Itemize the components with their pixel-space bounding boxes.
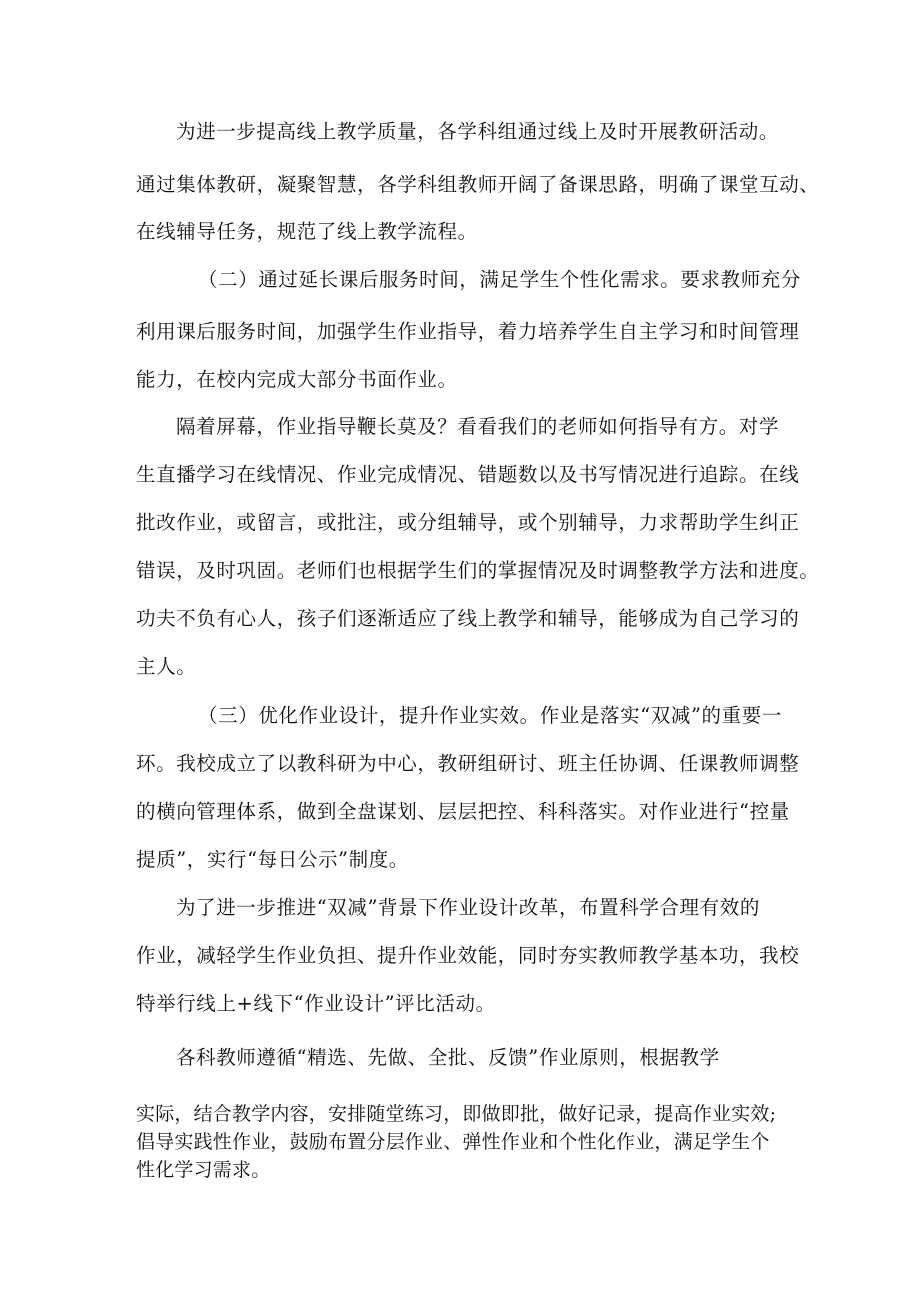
paragraph-2-line-2: 利用课后服务时间，加强学生作业指导，着力培养学生自主学习和时间管理 [136,320,800,343]
paragraph-6-line-1: 各科教师遵循“精选、先做、全批、反馈”作业原则，根据教学 [176,1046,720,1069]
paragraph-5-line-2: 作业，减轻学生作业负担、提升作业效能，同时夯实教师教学基本功，我校 [136,944,800,967]
paragraph-3-line-6: 主人。 [136,655,197,678]
paragraph-5-line-1: 为了进一步推进“双减”背景下作业设计改革，布置科学合理有效的 [176,896,760,919]
paragraph-4-line-4: 提质”，实行“每日公示”制度。 [136,848,409,871]
paragraph-2-line-1: （二）通过延长课后服务时间，满足学生个性化需求。要求教师充分 [198,268,802,291]
paragraph-3-line-4: 错误，及时巩固。老师们也根据学生们的掌握情况及时调整教学方法和进度。 [136,559,820,582]
paragraph-3-line-3: 批改作业，或留言，或批注，或分组辅导，或个别辅导，力求帮助学生纠正 [136,511,800,534]
paragraph-3-line-5: 功夫不负有心人，孩子们逐渐适应了线上教学和辅导，能够成为自己学习的 [136,607,800,630]
paragraph-1-line-2: 通过集体教研，凝聚智慧，各学科组教师开阔了备课思路，明确了课堂互动、 [136,173,820,196]
paragraph-5-line-3: 特举行线上+线下“作业设计”评比活动。 [136,992,496,1015]
paragraph-3-line-2: 生直播学习在线情况、作业完成情况、错题数以及书写情况进行追踪。在线 [136,463,800,486]
paragraph-6-line-3: 倡导实践性作业，鼓励布置分层作业、弹性作业和个性化作业，满足学生个 [136,1131,770,1153]
paragraph-3-line-1: 隔着屏幕，作业指导鞭长莫及？看看我们的老师如何指导有方。对学 [176,415,780,438]
paragraph-4-line-2: 环。我校成立了以教科研为中心，教研组研讨、班主任协调、任课教师调整 [136,752,800,775]
paragraph-4-line-1: （三）优化作业设计，提升作业实效。作业是落实“双减”的重要一 [198,704,782,727]
paragraph-6-line-2: 实际，结合教学内容，安排随堂练习，即做即批，做好记录，提高作业实效; [136,1103,777,1125]
paragraph-1-line-3: 在线辅导任务，规范了线上教学流程。 [136,220,478,243]
paragraph-1-line-1: 为进一步提高线上教学质量，各学科组通过线上及时开展教研活动。 [176,120,780,143]
paragraph-4-line-3: 的横向管理体系，做到全盘谋划、层层把控、科科落实。对作业进行“控量 [136,800,790,823]
paragraph-6-line-4: 性化学习需求。 [136,1159,271,1181]
paragraph-2-line-3: 能力，在校内完成大部分书面作业。 [136,368,458,391]
